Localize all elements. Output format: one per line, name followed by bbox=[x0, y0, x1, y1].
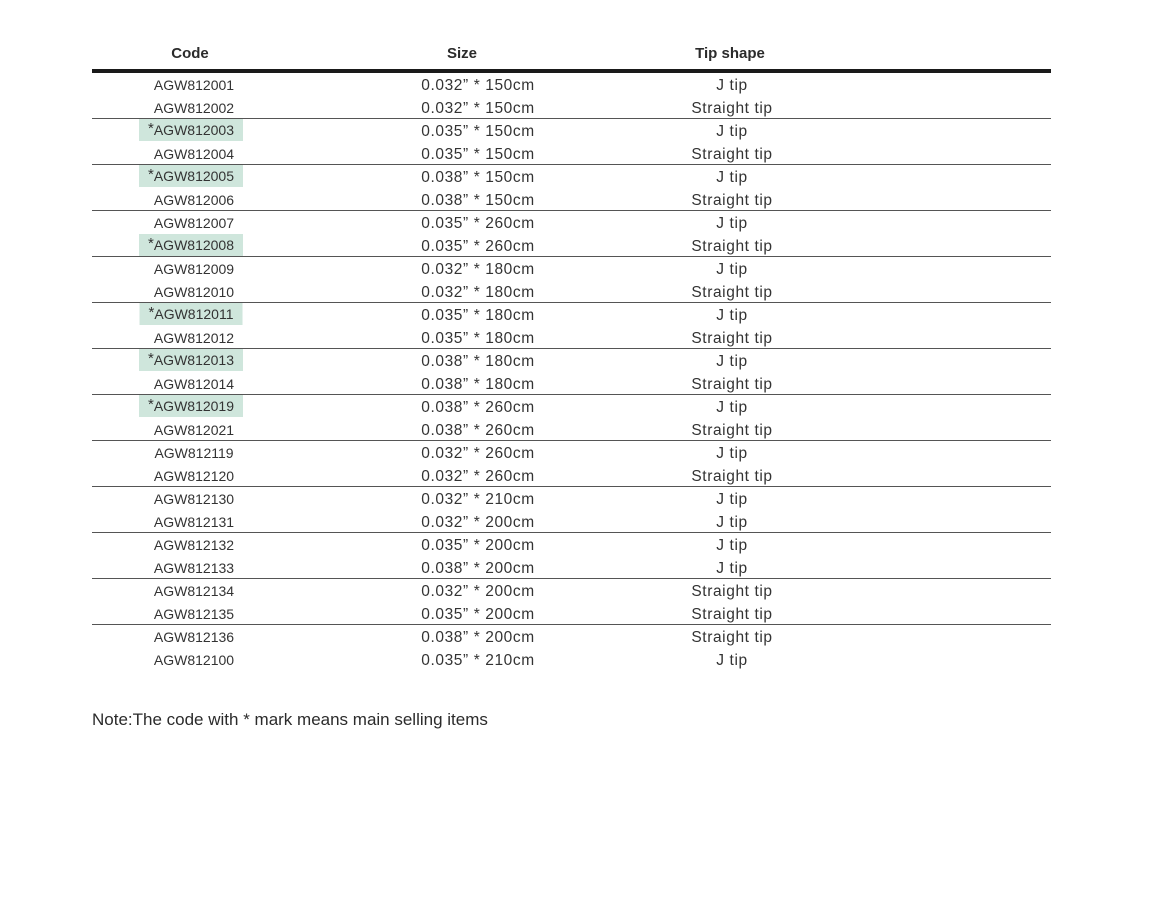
code-text: AGW812135 bbox=[153, 605, 235, 622]
code-cell-main-selling bbox=[139, 349, 243, 371]
code-cell bbox=[154, 77, 234, 93]
tip-shape-cell: Straight tip bbox=[691, 191, 773, 209]
size-cell: 0.038” * 150cm bbox=[421, 191, 535, 209]
code-cell bbox=[154, 560, 234, 576]
size-cell: 0.038” * 260cm bbox=[421, 421, 535, 439]
size-cell: 0.032” * 260cm bbox=[421, 445, 535, 462]
main-selling-mark: * bbox=[147, 166, 154, 183]
tip-shape-cell: J tip bbox=[716, 77, 748, 94]
size-cell: 0.035” * 180cm bbox=[421, 307, 535, 324]
code-cell bbox=[154, 100, 234, 116]
code-text: AGW812019 bbox=[153, 398, 235, 414]
tip-shape-cell: J tip bbox=[716, 169, 748, 186]
code-text: AGW812009 bbox=[153, 261, 235, 277]
code-cell bbox=[154, 376, 234, 392]
code-cell-main-selling bbox=[140, 303, 243, 325]
code-text: AGW812014 bbox=[153, 375, 235, 392]
table-row bbox=[92, 349, 1051, 372]
table-row bbox=[92, 441, 1051, 464]
header-code: Code bbox=[171, 45, 209, 62]
size-cell: 0.038” * 180cm bbox=[421, 375, 535, 393]
main-selling-mark: * bbox=[147, 350, 154, 367]
tip-shape-cell: J tip bbox=[716, 353, 748, 370]
code-cell-main-selling bbox=[139, 165, 243, 187]
tip-shape-cell: J tip bbox=[716, 559, 748, 577]
table-row bbox=[92, 96, 1051, 120]
size-cell: 0.035” * 210cm bbox=[421, 651, 535, 669]
table-row bbox=[92, 487, 1051, 510]
tip-shape-cell: Straight tip bbox=[691, 583, 773, 600]
table-row bbox=[92, 73, 1051, 96]
main-selling-mark: * bbox=[147, 120, 154, 137]
main-selling-mark: * bbox=[147, 234, 154, 252]
tip-shape-cell: Straight tip bbox=[691, 467, 773, 485]
table-row bbox=[92, 257, 1051, 280]
code-text: AGW812120 bbox=[153, 467, 235, 484]
code-text: AGW812002 bbox=[153, 99, 235, 116]
table-row bbox=[92, 533, 1051, 556]
size-cell: 0.038” * 200cm bbox=[421, 629, 535, 646]
size-cell: 0.038” * 150cm bbox=[421, 169, 535, 186]
code-text: AGW812007 bbox=[153, 215, 235, 231]
code-cell-main-selling bbox=[139, 119, 243, 141]
tip-shape-cell: Straight tip bbox=[691, 421, 773, 439]
code-cell bbox=[154, 284, 234, 300]
tip-shape-cell: Straight tip bbox=[691, 99, 773, 117]
header-size: Size bbox=[446, 45, 478, 62]
main-selling-mark: * bbox=[147, 396, 154, 413]
tip-shape-cell: Straight tip bbox=[691, 629, 773, 646]
table-row bbox=[92, 188, 1051, 212]
code-cell bbox=[154, 146, 234, 162]
code-text: AGW812100 bbox=[153, 651, 235, 668]
size-cell: 0.032” * 180cm bbox=[421, 283, 535, 301]
tip-shape-cell: J tip bbox=[716, 651, 748, 669]
tip-shape-cell: J tip bbox=[716, 537, 748, 554]
size-cell: 0.032” * 200cm bbox=[421, 583, 535, 600]
size-cell: 0.035” * 260cm bbox=[421, 215, 535, 232]
code-text: AGW812005 bbox=[153, 168, 235, 184]
code-cell bbox=[154, 537, 234, 553]
table-row bbox=[92, 303, 1051, 326]
code-text: AGW812008 bbox=[153, 236, 235, 253]
code-cell bbox=[154, 445, 233, 461]
table-row bbox=[92, 602, 1051, 626]
main-selling-mark: * bbox=[148, 304, 155, 321]
tip-shape-cell: J tip bbox=[716, 445, 748, 462]
table-row bbox=[92, 648, 1051, 671]
size-cell: 0.035” * 200cm bbox=[421, 537, 535, 554]
code-text: AGW812004 bbox=[153, 145, 235, 162]
table-row bbox=[92, 119, 1051, 142]
code-cell bbox=[154, 629, 234, 645]
tip-shape-cell: J tip bbox=[716, 123, 748, 140]
code-text: AGW812132 bbox=[153, 537, 235, 553]
tip-shape-cell: Straight tip bbox=[691, 145, 773, 163]
code-text: AGW812001 bbox=[153, 77, 235, 93]
table-row bbox=[92, 395, 1051, 418]
table-row bbox=[92, 142, 1051, 166]
code-text: AGW812012 bbox=[153, 329, 235, 346]
table-row bbox=[92, 556, 1051, 580]
table-row bbox=[92, 326, 1051, 350]
size-cell: 0.035” * 260cm bbox=[421, 237, 535, 255]
table-row bbox=[92, 211, 1051, 234]
code-cell bbox=[154, 215, 234, 231]
code-cell bbox=[154, 468, 234, 484]
tip-shape-cell: J tip bbox=[716, 215, 748, 232]
size-cell: 0.032” * 210cm bbox=[421, 491, 535, 508]
code-text: AGW812131 bbox=[153, 513, 235, 530]
code-cell bbox=[154, 330, 234, 346]
table-header bbox=[92, 38, 1051, 73]
tip-shape-cell: Straight tip bbox=[691, 283, 773, 301]
size-cell: 0.038” * 200cm bbox=[421, 559, 535, 577]
code-text: AGW812134 bbox=[153, 583, 235, 599]
tip-shape-cell: Straight tip bbox=[691, 329, 773, 347]
size-cell: 0.035” * 150cm bbox=[421, 123, 535, 140]
table-row bbox=[92, 464, 1051, 488]
tip-shape-cell: J tip bbox=[716, 399, 748, 416]
tip-shape-cell: Straight tip bbox=[691, 605, 773, 623]
tip-shape-cell: J tip bbox=[716, 491, 748, 508]
code-text: AGW812133 bbox=[153, 559, 235, 576]
size-cell: 0.038” * 180cm bbox=[421, 353, 535, 370]
tip-shape-cell: J tip bbox=[716, 261, 748, 278]
size-cell: 0.035” * 180cm bbox=[421, 329, 535, 347]
code-text: AGW812010 bbox=[153, 283, 235, 300]
code-text: AGW812013 bbox=[153, 352, 235, 368]
size-cell: 0.035” * 150cm bbox=[421, 145, 535, 163]
header-tip-shape: Tip shape bbox=[695, 45, 765, 62]
size-cell: 0.032” * 150cm bbox=[421, 99, 535, 117]
table-row bbox=[92, 625, 1051, 648]
product-table bbox=[92, 38, 1051, 670]
code-text: AGW812003 bbox=[153, 122, 235, 138]
code-cell-main-selling bbox=[139, 395, 243, 417]
tip-shape-cell: J tip bbox=[716, 513, 748, 531]
code-cell bbox=[154, 606, 234, 622]
code-cell bbox=[154, 192, 234, 208]
code-text: AGW812119 bbox=[154, 445, 234, 461]
table-row bbox=[92, 579, 1051, 602]
code-cell bbox=[154, 652, 234, 668]
code-text: AGW812130 bbox=[153, 491, 235, 507]
code-text: AGW812006 bbox=[153, 191, 235, 208]
code-cell-main-selling bbox=[139, 234, 243, 256]
code-cell bbox=[154, 261, 234, 277]
code-text: AGW812021 bbox=[153, 421, 235, 438]
code-text: AGW812011 bbox=[154, 306, 234, 322]
code-cell bbox=[154, 491, 234, 507]
code-cell bbox=[154, 583, 234, 599]
tip-shape-cell: Straight tip bbox=[691, 237, 773, 255]
tip-shape-cell: Straight tip bbox=[691, 375, 773, 393]
footnote: Note:The code with * mark means main selling items bbox=[92, 710, 488, 729]
table-body bbox=[92, 73, 1051, 670]
size-cell: 0.032” * 260cm bbox=[421, 467, 535, 485]
size-cell: 0.032” * 150cm bbox=[421, 77, 535, 94]
table-row bbox=[92, 280, 1051, 304]
code-cell bbox=[154, 514, 234, 530]
size-cell: 0.035” * 200cm bbox=[421, 605, 535, 623]
code-text: AGW812136 bbox=[153, 629, 235, 645]
table-row bbox=[92, 418, 1051, 442]
table-row bbox=[92, 372, 1051, 396]
table-row bbox=[92, 510, 1051, 534]
code-cell bbox=[154, 422, 234, 438]
tip-shape-cell: J tip bbox=[716, 307, 748, 324]
size-cell: 0.032” * 200cm bbox=[421, 513, 535, 531]
size-cell: 0.038” * 260cm bbox=[421, 399, 535, 416]
size-cell: 0.032” * 180cm bbox=[421, 261, 535, 278]
table-row bbox=[92, 234, 1051, 258]
table-row bbox=[92, 165, 1051, 188]
